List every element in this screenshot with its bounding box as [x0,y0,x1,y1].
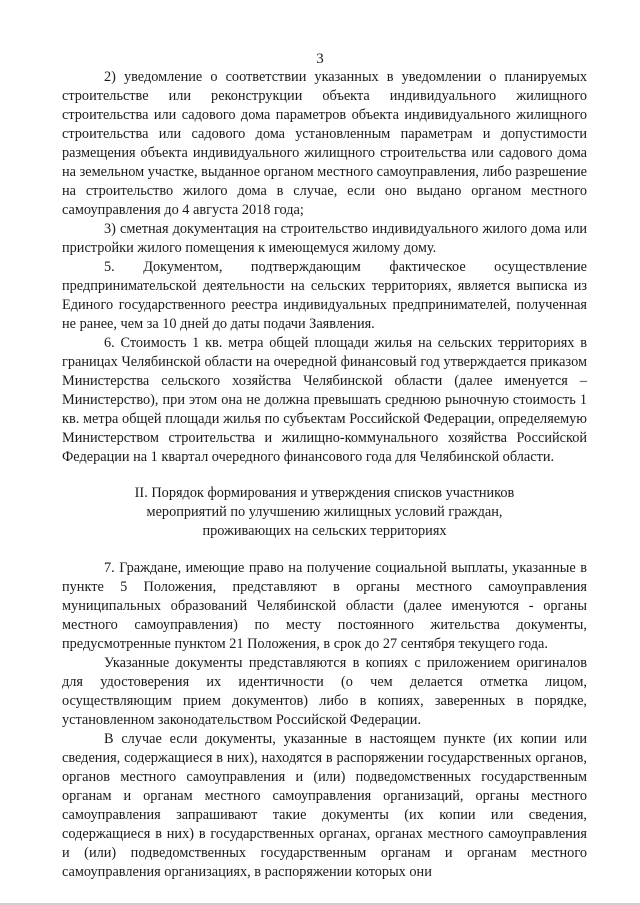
paragraph-copies: Указанные документы представляются в копиях с приложением оригиналов для удостоверения их идентичности (о чем делается отметка лицом, осуществляющим прием документов) либо в копиях, заверенных в порядке, установленном законодательством Российской Федерации. [62,655,587,728]
paragraph-clause-6: 6. Стоимость 1 кв. метра общей площади жилья на сельских территориях в границах Челябинской области на очередной финансовый год утверждается приказом Министерства сельского хозяйства Челябинской области (далее именуется – Министерство), при этом она не должна превышать среднюю рыночную стоимость 1 кв. метра общей площади жилья по субъектам Российской Федерации, определяемую Министерством строительства и жилищно-коммунального хозяйства Российской Федерации на 1 квартал очередного финансового года для Челябинской области. [62,335,587,465]
paragraph-item-2: 2) уведомление о соответствии указанных в уведомлении о планируемых строительстве или реконструкции объекта индивидуального жилищного строительства или садового дома параметров объекта индивидуального жилищного строительства или садового дома установленным параметрам и допустимости размещения объекта индивидуального жилищного строительства или садового дома на земельном участке, выданное органом местного самоуправления, либо разрешение на строительство жилого дома в случае, если оно выдано органом местного самоуправления до 4 августа 2018 года; [62,69,587,218]
paragraph-clause-5: 5. Документом, подтверждающим фактическое осуществление предпринимательской деятельности на сельских территориях, является выписка из Единого государственного реестра индивидуальных предпринимателей, полученная не ранее, чем за 10 дней до даты подачи Заявления. [62,259,587,332]
paragraph-item-3: 3) сметная документация на строительство индивидуального жилого дома или пристройки жилого помещения к имеющемуся жилому дому. [62,221,587,256]
section-heading-line-1: II. Порядок формирования и утверждения списков участников [134,485,515,501]
paragraph-interagency-requests: В случае если документы, указанные в настоящем пункте (их копии или сведения, содержащиеся в них), находятся в распоряжении государственных органов, органов местного самоуправления и (или) подведомственных государственным органам и органам местного самоуправления организаций, органы местного самоуправления запрашивают такие документы (их копии или сведения, содержащиеся в них) в государственных органах, органах местного самоуправления и (или) подведомственных государственным органам и органам местного самоуправления организациях, в распоряжении которых они [62,731,587,880]
document-body [62,68,587,882]
page-number: 3 [316,51,324,67]
section-heading [62,484,587,541]
section-heading-line-2: мероприятий по улучшению жилищных условий граждан, [146,504,503,520]
paragraph-clause-7: 7. Граждане, имеющие право на получение социальной выплаты, указанные в пункте 5 Положения, представляют в органы местного самоуправления муниципальных образований Челябинской области (далее именуются - органы местного самоуправления) по месту постоянного жительства документы, предусмотренные пунктом 21 Положения, в срок до 27 сентября текущего года. [62,560,587,652]
section-heading-line-3: проживающих на сельских территориях [202,523,447,539]
